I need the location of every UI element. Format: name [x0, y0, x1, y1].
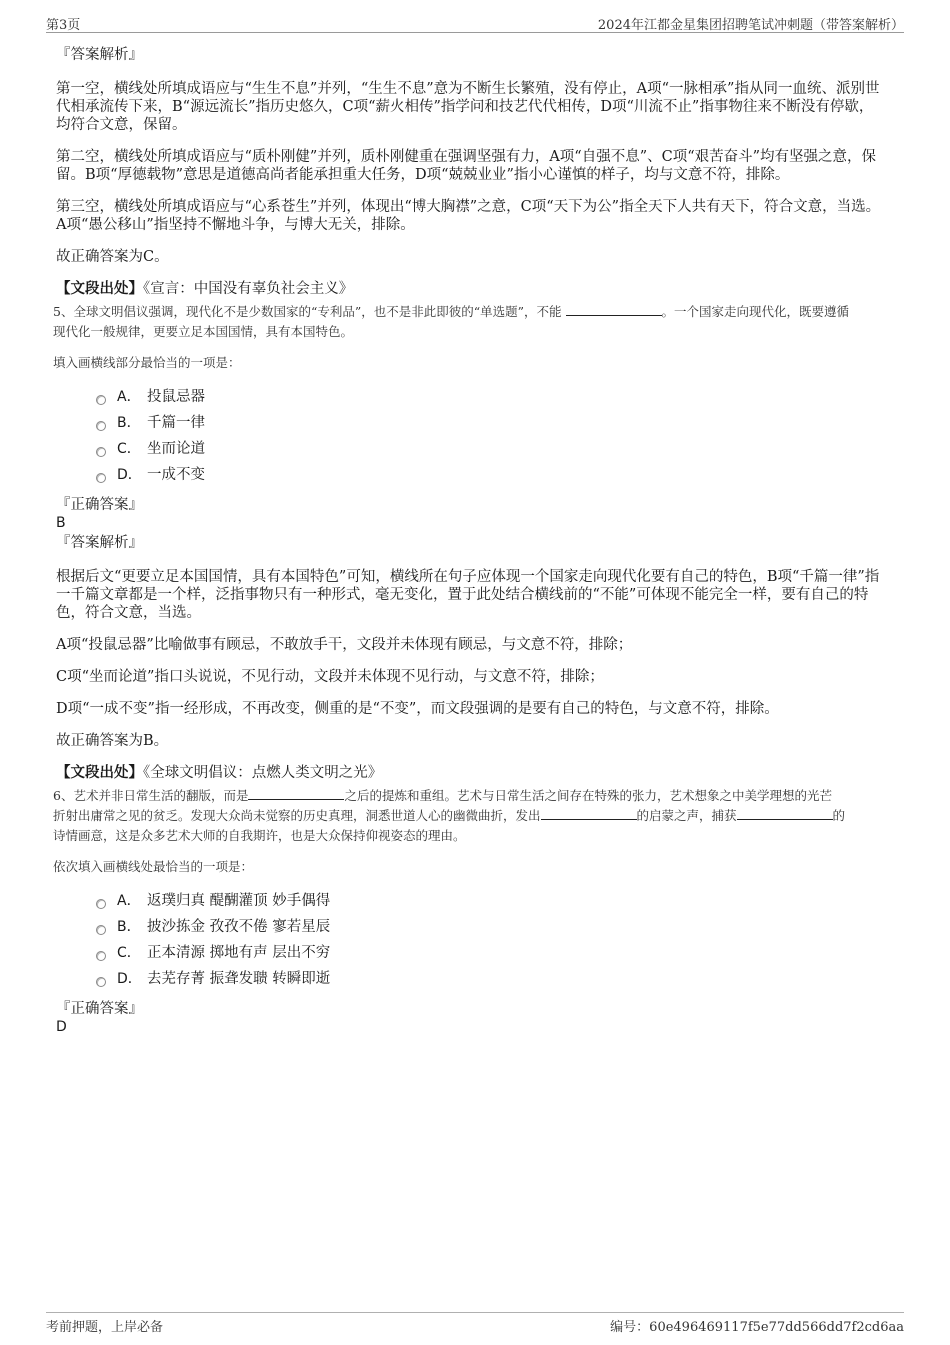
radio-icon[interactable] — [96, 473, 106, 483]
source-line — [56, 280, 886, 298]
question-text-part: 6、艺术并非日常生活的翻版，而是 — [53, 788, 249, 803]
analysis-paragraph: C项“坐而论道”指口头说说，不见行动，文段并未体现不见行动，与文意不符，排除； — [56, 669, 604, 685]
option-letter: C． — [117, 945, 141, 961]
question-text-part: 现代化一般规律，更要立足本国国情，具有本国特色。 — [53, 324, 354, 339]
question-6-prompt: 依次填入画横线处最恰当的一项是： — [53, 859, 254, 874]
option-letter: C． — [117, 441, 141, 457]
answer-conclusion: 故正确答案为C。 — [56, 249, 169, 265]
question-text-part: 之后的提炼和重组。艺术与日常生活之间存在特殊的张力，艺术想象之中美学理想的光芒 — [344, 788, 832, 803]
radio-icon[interactable] — [96, 395, 106, 405]
question-5-prompt: 填入画横线部分最恰当的一项是： — [53, 355, 241, 370]
source-line — [56, 764, 886, 782]
radio-icon[interactable] — [96, 899, 106, 909]
radio-icon[interactable] — [96, 925, 106, 935]
fill-blank — [737, 807, 833, 820]
fill-blank — [566, 303, 662, 316]
radio-icon[interactable] — [96, 421, 106, 431]
option-c[interactable] — [96, 940, 886, 966]
footer-slogan: 考前押题，上岸必备 — [46, 1320, 164, 1335]
option-a[interactable] — [96, 384, 886, 410]
analysis-paragraph: 第一空，横线处所填成语应与“生生不息”并列，“生生不息”意为不断生长繁殖，没有停止，A项“一脉相承”指从同一血统、派别世代相承流传下来，B“源远流长”指历史悠久，C项“薪火相传”指学问和技艺代代相传，D项“川流不止”指事物往来不断没有停歇，均符合文意，保留。 — [56, 81, 880, 133]
source-text: 《全球文明倡议：点燃人类文明之光》 — [143, 765, 383, 781]
option-text: 坐而论道 — [147, 441, 205, 457]
option-letter: B． — [117, 919, 141, 935]
question-text-part: 诗情画意，这是众多艺术大师的自我期许，也是大众保持仰视姿态的理由。 — [53, 828, 466, 843]
option-text: 披沙拣金 孜孜不倦 寥若星辰 — [147, 919, 331, 935]
analysis-paragraph: D项“一成不变”指一经形成，不再改变，侧重的是“不变”，而文段强调的是要有自己的特色，与文意不符，排除。 — [56, 701, 779, 717]
page-content — [53, 46, 886, 1036]
correct-answer: B — [56, 515, 66, 531]
option-c[interactable] — [96, 436, 886, 462]
radio-icon[interactable] — [96, 447, 106, 457]
option-a[interactable] — [96, 888, 886, 914]
option-letter: D． — [117, 971, 142, 987]
correct-answer-label: 『正确答案』 — [56, 1001, 143, 1017]
fill-blank — [248, 787, 344, 800]
correct-answer: D — [56, 1019, 67, 1035]
question-6-options — [96, 888, 886, 992]
option-text: 去芜存菁 振聋发聩 转瞬即逝 — [147, 971, 331, 987]
radio-icon[interactable] — [96, 951, 106, 961]
option-b[interactable] — [96, 410, 886, 436]
source-label: 【文段出处】 — [56, 764, 143, 781]
question-text-part: 折射出庸常之见的贫乏。发现大众尚未觉察的历史真理，洞悉世道人心的幽微曲折，发出 — [53, 808, 541, 823]
document-id: 编号：60e496469117f5e77dd566dd7f2cd6aa — [610, 1320, 904, 1335]
analysis-paragraph: A项“投鼠忌器”比喻做事有顾忌，不敢放手干，文段并未体现有顾忌，与文意不符，排除； — [56, 637, 633, 653]
option-letter: A． — [117, 893, 141, 909]
option-b[interactable] — [96, 914, 886, 940]
option-d[interactable] — [96, 966, 886, 992]
question-text-part: 的 — [832, 808, 846, 823]
option-text: 正本清源 掷地有声 层出不穷 — [147, 945, 331, 961]
option-text: 一成不变 — [147, 467, 205, 483]
page-footer — [46, 1312, 904, 1335]
analysis-paragraph: 第二空，横线处所填成语应与“质朴刚健”并列，质朴刚健重在强调坚强有力，A项“自强不息”、C项“艰苦奋斗”均有坚强之意，保留。B项“厚德载物”意思是道德高尚者能承担重大任务，D项“兢兢业业”指小心谨慎的样子，均与文意不符，排除。 — [56, 149, 877, 183]
option-d[interactable] — [96, 462, 886, 488]
question-text-part: 5、全球文明倡议强调，现代化不是少数国家的“专利品”，也不是非此即彼的“单选题”，不能 — [53, 304, 562, 319]
answer-conclusion: 故正确答案为B。 — [56, 733, 169, 749]
option-letter: A． — [117, 389, 141, 405]
analysis-label: 『答案解析』 — [56, 47, 143, 63]
analysis-paragraph: 第三空，横线处所填成语应与“心系苍生”并列，体现出“博大胸襟”之意，C项“天下为公”指全天下人共有天下，符合文意，当选。A项“愚公移山”指坚持不懈地斗争，与博大无关，排除。 — [56, 199, 881, 233]
question-6-text — [53, 786, 886, 846]
fill-blank — [541, 807, 637, 820]
question-5-options — [96, 384, 886, 488]
option-text: 返璞归真 醍醐灌顶 妙手偶得 — [147, 893, 331, 909]
option-letter: B． — [117, 415, 141, 431]
correct-answer-label: 『正确答案』 — [56, 497, 143, 513]
question-text-part: 的启蒙之声，捕获 — [636, 808, 737, 823]
page-number: 第3页 — [46, 18, 81, 33]
analysis-label: 『答案解析』 — [56, 535, 143, 551]
document-title: 2024年江都金星集团招聘笔试冲刺题（带答案解析） — [597, 18, 904, 33]
source-text: 《宣言：中国没有辜负社会主义》 — [143, 281, 354, 297]
page-header — [46, 14, 904, 33]
option-text: 千篇一律 — [147, 415, 205, 431]
question-text-part: 。一个国家走向现代化，既要遵循 — [661, 304, 850, 319]
radio-icon[interactable] — [96, 977, 106, 987]
source-label: 【文段出处】 — [56, 280, 143, 297]
analysis-paragraph: 根据后文“更要立足本国国情，具有本国特色”可知，横线所在句子应体现一个国家走向现代化要有自己的特色，B项“千篇一律”指一千篇文章都是一个样，泛指事物只有一种形式，毫无变化，置于此处结合横线前的“不能”可体现不能完全一样，要有自己的特色，符合文意，当选。 — [56, 569, 880, 621]
option-text: 投鼠忌器 — [147, 389, 205, 405]
option-letter: D． — [117, 467, 142, 483]
question-5-text — [53, 302, 886, 342]
